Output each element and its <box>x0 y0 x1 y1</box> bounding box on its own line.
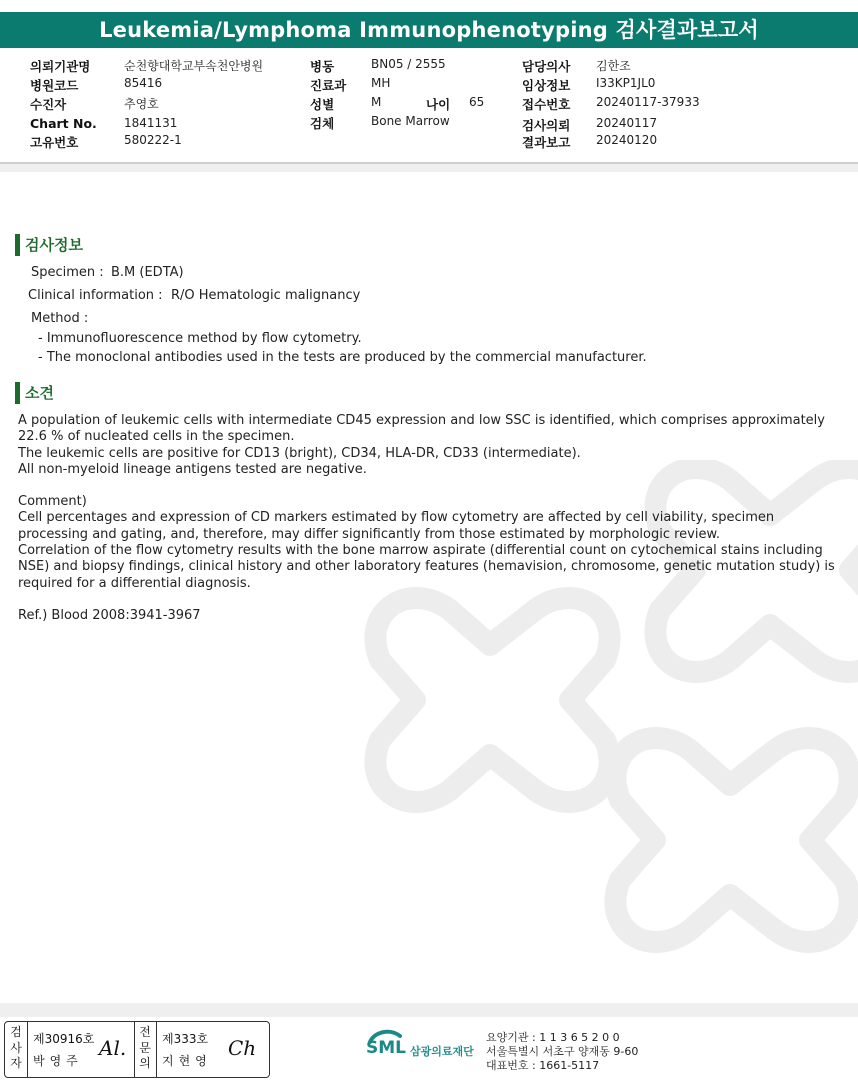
finding-paragraph: A population of leukemic cells with intermediate CD45 expression and low SSC is identified, which comprises approximately 22.6 % of nucleated cells in the specimen. <box>18 413 825 445</box>
clinical-info-value: R/O Hematologic malignancy <box>171 288 361 303</box>
examiner-signature: Al. <box>99 1036 127 1060</box>
reviewer-number: 제333호 <box>162 1032 209 1046</box>
phone: 대표번호 : 1661-5117 <box>486 1059 600 1072</box>
report-title: Leukemia/Lymphoma Immunophenotyping 검사결과보고서 <box>0 12 858 48</box>
header-band <box>0 164 858 172</box>
header-value: 580222-1 <box>124 133 182 147</box>
specimen-value: B.M (EDTA) <box>111 265 184 280</box>
header-label: 결과보고 <box>522 135 571 150</box>
patient-header <box>0 56 858 162</box>
institution-code: 요양기관 : 1 1 3 6 5 2 0 0 <box>486 1031 620 1044</box>
header-value: 1841131 <box>124 116 178 130</box>
specimen-label: Specimen : <box>31 265 104 280</box>
section-heading-test-info: 검사정보 <box>15 234 83 256</box>
header-value: 20240117 <box>596 116 658 130</box>
foundation-logo <box>364 1026 484 1070</box>
header-label: 진료과 <box>310 78 347 93</box>
examiner-cell <box>27 1022 135 1077</box>
logo-text: SML <box>366 1038 406 1058</box>
header-label: 병원코드 <box>30 78 79 93</box>
examiner-label-cell <box>5 1022 28 1077</box>
comment-label: Comment) <box>18 494 87 510</box>
reviewer-signature: Ch <box>228 1036 257 1060</box>
reference: Ref.) Blood 2008:3941-3967 <box>18 607 201 623</box>
signature-box <box>4 1021 270 1078</box>
header-label: 검체 <box>310 116 335 131</box>
header-value: 85416 <box>124 76 163 90</box>
examiner-label: 검사자 <box>10 1025 22 1070</box>
examiner-number: 제30916호 <box>33 1032 95 1046</box>
header-label: 고유번호 <box>30 135 79 150</box>
header-value: 추영호 <box>124 97 159 111</box>
header-value: MH <box>371 76 391 90</box>
section-heading-findings: 소견 <box>15 382 54 404</box>
finding-paragraph: All non-myeloid lineage antigens tested are negative. <box>18 461 367 477</box>
header-value: BN05 / 2555 <box>371 57 446 71</box>
method-label: Method : <box>31 311 89 326</box>
header-label: Chart No. <box>30 116 97 131</box>
header-label: 접수번호 <box>522 97 571 112</box>
reviewer-label-cell <box>134 1022 157 1077</box>
method-item: - The monoclonal antibodies used in the tests are produced by the commercial manufacturer. <box>38 350 647 365</box>
header-label: 수진자 <box>30 97 67 112</box>
reviewer-name: 지현영 <box>162 1054 212 1068</box>
findings-text <box>18 413 838 624</box>
comment-paragraph: Cell percentages and expression of CD markers estimated by flow cytometry are affected by cell viability, specimen processing and gating, and, therefore, may differ significantly from those estimated by morphologic review. <box>18 510 775 542</box>
method-item: - Immunofluorescence method by flow cytometry. <box>38 331 362 346</box>
header-label: 나이 <box>426 97 451 112</box>
header-label: 의뢰기관명 <box>30 59 91 74</box>
header-label: 임상정보 <box>522 78 571 93</box>
header-value: M <box>371 95 382 109</box>
finding-paragraph: The leukemic cells are positive for CD13 (bright), CD34, HLA-DR, CD33 (intermediate). <box>18 445 581 461</box>
header-value: Bone Marrow <box>371 114 450 128</box>
header-value: 순천향대학교부속천안병원 <box>124 59 264 73</box>
header-label: 검사의뢰 <box>522 118 571 133</box>
header-label: 성별 <box>310 97 335 112</box>
foundation-name: 삼광의료재단 <box>410 1045 474 1058</box>
header-value: 20240120 <box>596 133 658 147</box>
header-value: 20240117-37933 <box>596 95 700 109</box>
reviewer-cell <box>156 1022 269 1077</box>
header-label: 병동 <box>310 59 335 74</box>
header-value: 김한조 <box>596 59 631 73</box>
header-value: I33KP1JL0 <box>596 76 656 90</box>
header-label: 담당의사 <box>522 59 571 74</box>
footer-band <box>0 1003 858 1017</box>
examiner-name: 박영주 <box>33 1054 83 1068</box>
reviewer-label: 전문의 <box>139 1025 151 1070</box>
header-value: 65 <box>469 95 485 109</box>
clinical-info-label: Clinical information : <box>28 288 163 303</box>
address: 서울특별시 서초구 양재동 9-60 <box>486 1045 639 1058</box>
comment-paragraph: Correlation of the flow cytometry results with the bone marrow aspirate (differential count on cytochemical stains including NSE) and biopsy findings, clinical history and other laboratory features (hemavision, chromosome, genetic mutation study) is required for a differential diagnosis. <box>18 543 835 591</box>
